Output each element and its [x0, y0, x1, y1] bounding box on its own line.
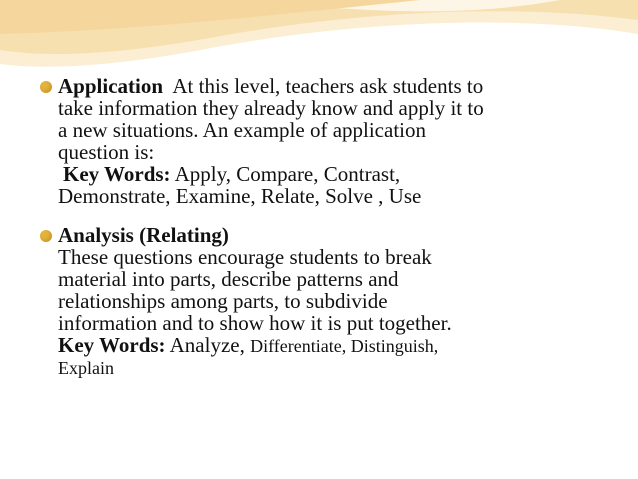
analysis-text-line: These questions encourage students to break — [58, 245, 432, 269]
application-text-line: question is: — [58, 140, 155, 164]
key-words-label: Key Words: — [58, 333, 166, 357]
analysis-text-line: information and to show how it is put together. — [58, 311, 452, 335]
application-keywords-line: Demonstrate, Examine, Relate, Solve , Use — [58, 184, 422, 208]
header-swoosh-decoration — [0, 0, 638, 80]
keywords-text: Analyze, — [169, 333, 245, 357]
keywords-text: Differentiate, Distinguish, — [250, 336, 439, 356]
bullet-application — [40, 75, 610, 207]
application-first-line — [58, 75, 610, 97]
analysis-keywords-line: Explain — [58, 358, 114, 378]
analysis-keywords-line — [58, 334, 610, 357]
gold-dot-icon — [40, 230, 52, 242]
application-heading: Application — [58, 74, 164, 98]
keywords-text: Apply, Compare, Contrast, — [174, 162, 401, 186]
key-words-label: Key Words: — [63, 162, 171, 186]
analysis-heading: Analysis (Relating) — [58, 223, 229, 247]
analysis-text-line: material into parts, describe patterns and — [58, 267, 399, 291]
application-keywords-line — [58, 163, 610, 185]
slide-body — [40, 75, 610, 379]
bullet-analysis — [40, 224, 610, 379]
application-text-line: a new situations. An example of application — [58, 118, 426, 142]
analysis-text-line: relationships among parts, to subdivide — [58, 289, 388, 313]
application-text-line: take information they already know and apply it to — [58, 96, 484, 120]
gold-dot-icon — [40, 81, 52, 93]
application-text-line: At this level, teachers ask students to — [172, 74, 484, 98]
